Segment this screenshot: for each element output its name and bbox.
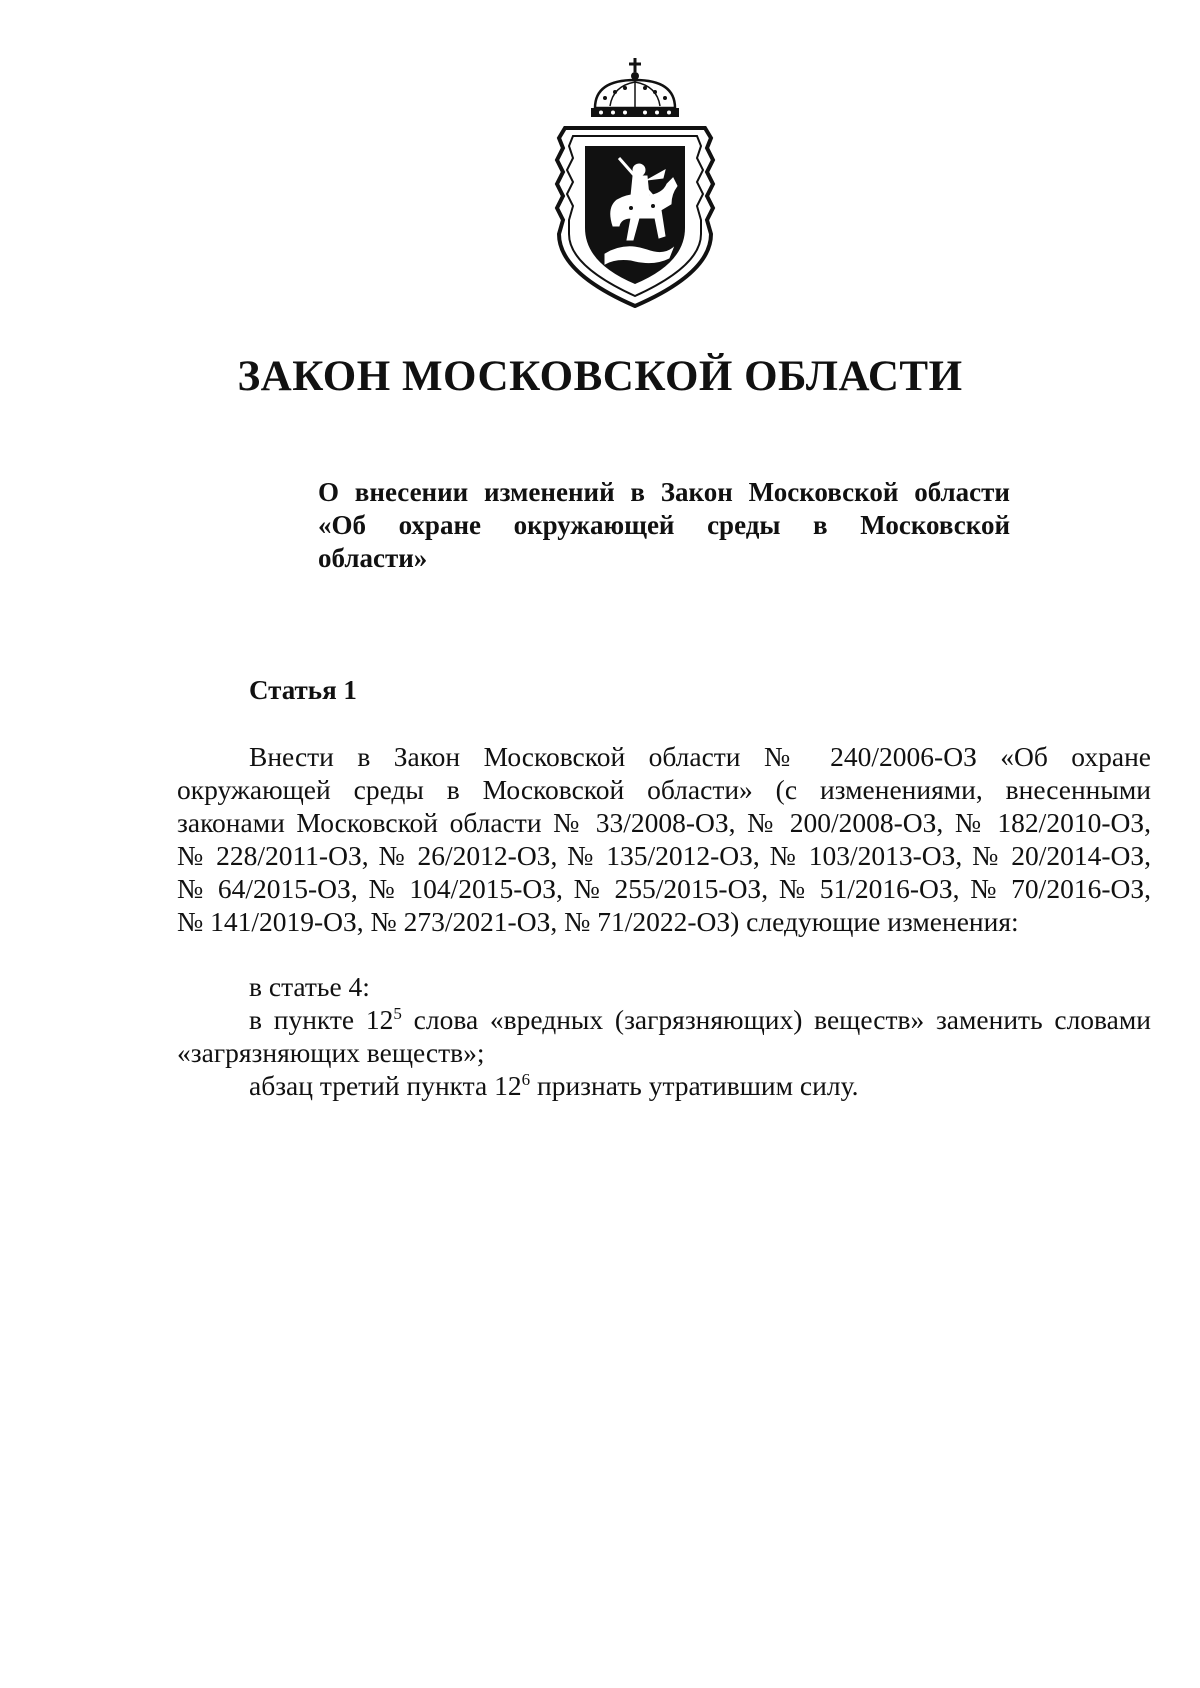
amendment-intro: в статье 4:	[249, 971, 370, 1002]
paragraph-line: № 141/2019-ОЗ, № 273/2021-ОЗ, № 71/2022-ОЗ) следующие изменения:	[177, 906, 1019, 937]
amendment-text: в пункте 12	[249, 1004, 394, 1035]
paragraph-line: окружающей среды в Московской области» (с изменениями, внесенными	[177, 774, 1151, 805]
amendment-item-1-continuation: «загрязняющих веществ»;	[177, 1037, 485, 1068]
amendments-block	[177, 970, 1151, 1102]
amendment-text: признать утратившим силу.	[530, 1070, 859, 1101]
amendment-text: слова «вредных (загрязняющих) веществ» заменить словами	[401, 1004, 1151, 1035]
law-title: ЗАКОН МОСКОВСКОЙ ОБЛАСТИ	[237, 353, 963, 400]
article-heading: Статья 1	[249, 675, 357, 705]
subtitle-line: «Об охране окружающей среды в Московской	[318, 510, 1010, 540]
paragraph-line: законами Московской области № 33/2008-ОЗ, № 200/2008-ОЗ, № 182/2010-ОЗ,	[177, 807, 1151, 838]
article-paragraph	[177, 740, 1151, 938]
crown-icon	[591, 58, 679, 117]
superscript-index: 5	[393, 1003, 402, 1023]
paragraph-line: Внести в Закон Московской области № 240/2006-ОЗ «Об охране	[249, 741, 1151, 772]
law-subtitle	[318, 476, 1010, 575]
amendment-text: абзац третий пункта 12	[249, 1070, 522, 1101]
amendment-item-2	[177, 1069, 1151, 1102]
moscow-oblast-coat-of-arms	[535, 58, 735, 308]
paragraph-line: № 64/2015-ОЗ, № 104/2015-ОЗ, № 255/2015-ОЗ, № 51/2016-ОЗ, № 70/2016-ОЗ,	[177, 873, 1151, 904]
paragraph-line: № 228/2011-ОЗ, № 26/2012-ОЗ, № 135/2012-ОЗ, № 103/2013-ОЗ, № 20/2014-ОЗ,	[177, 840, 1151, 871]
subtitle-line: области»	[318, 543, 428, 573]
subtitle-line: О внесении изменений в Закон Московской области	[318, 477, 1010, 507]
superscript-index: 6	[521, 1069, 531, 1089]
amendment-item-1	[177, 1003, 1151, 1036]
